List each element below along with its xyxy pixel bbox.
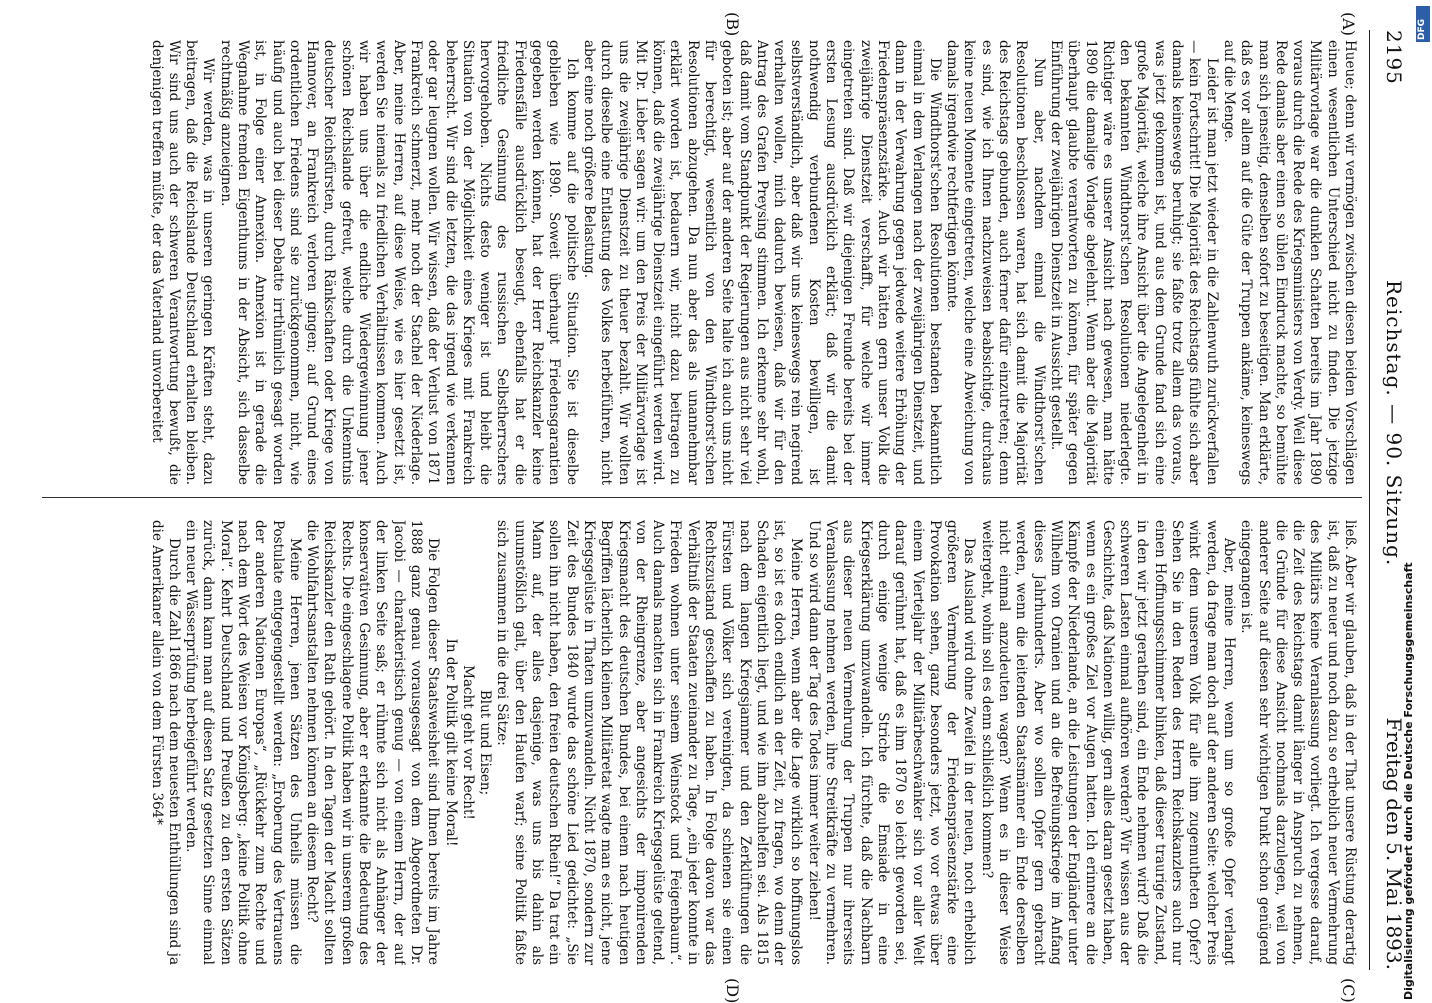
column-divider xyxy=(42,497,1362,498)
page-title: Reichstag. — 90. Sitzung. xyxy=(1382,280,1406,567)
quoted-maxim: Macht geht vor Recht! xyxy=(459,665,476,820)
paragraph: Ich komme auf die politische Situation. Sie ist dieselbe geblieben wie 1890. Soweit überhaupt Friedensgarantien gegeben werden können, hat der Herr Reichskanzler keine Friedensfälle ausdrücklich beseugt, ebenfalls hat er die friedliche Gesinnung des russischen Selbstherrschers hervorgehoben. Nichts desto weniger ist und bleibt die Situation von der Möglichkeit eines Krieges mit Frankreich beherrscht. Wir sind die letzten, die das irgend wie verkennen oder gar leugnen wollen. Wir wissen, daß der Verlust von 1871 Frankreich schmerzt, mehr noch der Stachel der Niederlage. Aber, meine Herren, auf diese Weise, wie es hier gesetzt ist, werden Sie niemals zu friedlichen Verhältnissen kommen. Auch wir haben uns über die endliche Wiedergewinnung jener schönen Reichslande gefreut, welche durch die Unkenntnis deutscher Reichsfürsten, durch Ränkschaften oder Kriege von Hannover, an Frankreich verloren gingen; auf Grund eines ordentlichen Friedens sind sie zurückgenommen, nicht, wie häufig und auch bei dieser Debatte irrthümlich gesagt worden ist, in Folge einer Annexion. Annexion ist in gerade die Wegnahme fremden Eigenthums in der Absicht, sich dasselbe rechtmäßig anzueignen. xyxy=(217,40,580,485)
paragraph: Das Ausland wird ohne Zweifel in der neuen, noch erheblich größeren Vermehrung der Friedenspräsenzstärke eine Provokation sehen, ganz besonders jetzt, wo vor etwas über einem Vierteljahr der Militärbeschwänker sich vor aller Welt darauf gerühmt hat, daß es ihm 1870 so leicht geworden sei, durch einige wenige Striche die Emsiade in eine Kriegserklärung umzuwandeln. Ich fürchte, daß die Nachbarn aus dieser neuen Vermehrung der Truppen nur ihrerseits Veranlassung nehmen werden, ihre Streitkräfte zu vermehren. Und so wird dann der Tag des Todes immer weiter ziehen! xyxy=(805,520,978,965)
quoted-maxim: Blut und Eisen; xyxy=(477,689,494,796)
page-number: 2195 xyxy=(1382,30,1406,85)
margin-mark-a: (A) xyxy=(1339,12,1358,37)
dfg-logo-badge xyxy=(1416,6,1430,42)
paragraph: Wir werden, was in unseren geringen Kräften steht, dazu beitragen, daß die Reichslande Deutschland erhalten bleiben. Wir sind uns auch der schweren Verantwortung bewußt, die denjenigen treffen müßte, der das Vaterland unvorbereitet xyxy=(148,40,217,485)
paragraph: Meine Herren, wenn aber die Lage wirklich so hoffnungslos ist, so ist es doch endlich an der Zeit, zu fragen, wo denn der Schaden eigentlich liegt, und wie ihm abzuhelfen sei. Als 1815 nach dem langen Kriegsjammer und den Zerklüftungen die Fürsten und Völker sich vereinigten, da schienen sie einen Rechtszustand geschaffen zu haben. In Folge davon war das Verhältniß der Staaten zueinander zu Tage, „ein jeder konnte in Frieden wohnen unter seinem Weinstock und Feigenbaum“. Auch damals machten sich in Frankreich Kriegsgelüste geltend, von der Rheingrenze, aber angesichts der imponirenden Kriegsmacht des deutschen Bundes, bei einem nach heutigen Begriffen lächerlich kleinen Militäretat wagte man es nicht, jene Kriegsgelüste in Thaten umzuwandeln. Nicht 1870, sondern zur Zeit des Bundes 1840 wurde das schöne Lied gedichtet: „Sie sollen ihn nicht haben, den freien deutschen Rhein!“ Da trat ein Mann auf, der alles dasjenige, was uns bis dahin als unumstößlich galt, über den Haufen warf; seine Politik faßte sich zusammen in die drei Sätze: xyxy=(494,520,805,965)
margin-mark-b: (B) xyxy=(723,12,742,37)
quoted-maxim: In der Politik gilt keine Moral! xyxy=(442,638,459,847)
paragraph: Meine Herren, jenen Sätzen des Unheils müssen die Postulate entgegengestellt werden: „Eroberung des Vertrauens der anderen Nationen Europas“, „Rückkehr zum Rechte und nach dem Wort des Weisen vor Königsberg: „keine Politik ohne Moral“. Kehrt Deutschland und Preußen zu den ersten Sätzen zurück, dann kann man auf diesen Satz gesetzten Sinne einmal ein neuer Wässerprüfung herbeigeführt werden. xyxy=(183,520,303,965)
paragraph: Leider ist man jetzt wieder in die Zahlenwuth zurückverfallen — kein Fortschritt! Die Majorität des Reichstags fühlte sich aber damals keineswegs beruhigt; sie faßte trotz allem das voraus, was jetzt gekommen ist, und aus dem Grunde fand sich eine große Majorität, welche ihre Ansicht über die Angelegenheit in den bekannten Windthorst'schen Resolutionen niederlegte. Richtiger wäre es unserer Ansicht nach gewesen, man hätte 1890 die damalige Vorlage abgelehnt. Wenn aber die Majorität überhaupt glaubte verantworten zu können, für später gegen Einführung der zweijährigen Dienstzeit in Aussicht gestellt. xyxy=(1047,40,1220,485)
paragraph: Durch die Zahl 1866 nach dem neuesten Enthüllungen sind ja die Amerikaner allein von dem Fürsten 364* xyxy=(148,520,182,965)
paragraph: Die Windthorst'schen Resolutionen bestanden bekanntlich einmal in dem Verlangen nach der zweijährigen Dienstzeit, und dann in der Verwahrung gegen jedwede weitere Erhöhung der Friedenspräsenzstärke. Auch wir hätten gern unser Volk die zweijährige Dienstzeit verschafft, für welche wir immer eingetreten sind. Daß wir diejenigen Freunde bereits bei der ersten Lesung ausdrücklich erklärt; daß wir die damit nothwendig verbundenen Kosten bewilligen, ist selbstverständlich, aber daß wir uns keineswegs rein negirend verhalten wollen, mich dadurch bewiesen, daß wir für den Antrag des Grafen Preysing stimmen. Ich erkenne sehr wohl, daß damit vom Standpunkt der Regierungen aus nicht sehr viel geboten ist; aber auf der anderen Seite halte ich auch uns nicht für berechtigt, wesentlich von den Windthorst'schen Resolutionen abzugehen. Da nun aber das als unannehmbar erklärt worden ist, bedauern wir, nicht dazu beitragen zu können, daß die zweijährige Dienstzeit eingeführt werden wird. Mit Dr. Lieber sagen wir: um den Preis der Militärvorlage ist uns die zweijährige Dienstzeit zu theuer bezahlt. Wir wollten durch dieselbe eine Entlastung des Volkes herbeiführen, nicht aber eine noch größere Belastung. xyxy=(580,40,943,485)
credit-text: Digitalisierung gefördert durch die Deutsche Forschungsgemeinschaft xyxy=(1402,562,1415,1000)
paragraph: Die Folgen dieser Staatsweisheit sind Ihnen bereits im Jahre 1888 ganz genau vorausgesagt von dem Abgeordneten Dr. Jacobi — charakteristisch genug — von einem Herrn, der auf der linken Seite saß; er rühmte sich nicht als Anhänger der konservativen Gesinnung, aber er erkannte die Bedeutung des Rechts. Die eingeschlagene Politik haben wir in unserem großen Reichskanzler den Rath gehört. In den Tagen der Macht sollten die Wohlfahrtsanstalten nehmen können an diesem Recht? xyxy=(304,520,442,965)
margin-mark-d: (D) xyxy=(723,978,742,1003)
page-date: Freitag den 5. Mai 1893. xyxy=(1382,717,1406,970)
dfg-logo-text: DFG xyxy=(1417,18,1427,40)
right-text-column xyxy=(58,520,1358,965)
paragraph: ließ. Aber wir glauben, daß in der That unsere Rüstung derartig ist, daß zu neuer und noch dazu so erheblich neuer Vermehrung des Militärs keine Veranlassung vorliegt. Ich vergesse darauf, die Zeit des Reichstags damit länger in Anspruch zu nehmen, die Gründe für diese Ansicht nochmals darzulegen, weil von anderer Seite auf diesen sehr wichtigen Punkt schon genügend eingegangen ist. xyxy=(1238,520,1358,965)
paragraph: Hueue; denn wir vermögen zwischen diesen beiden Vorschlägen einen wesentlichen Unterschied nicht zu finden. Die jetzige Militärvorlage war die dunklen Schatten bereits im Jahr 1890 voraus durch die Rede des Kriegsministers von Verdy. Weil diese Rede damals aber einen so üblen Eindruck machte, so bemühte man sich jenseitig, denselben sofort zu beseitigen. Man erklärte, daß es vor allem auf die Güte der Truppen ankäme, keineswegs auf die Menge. xyxy=(1220,40,1358,485)
paragraph: Aber, meine Herren, wenn um so große Opfer verlangt werden, da frage man doch auf der anderen Seite: welcher Preis winkt dem unserem Volk für alle ihm zugemutheten Opfer? Sehen Sie in den Reden des Herrn Reichskanzlers auch nur einen Hoffnungsschimmer blinken, daß dieser traurige Zustand, in den wir jetzt gerathen sind, ein Ende nehmen wird? Daß die schweren Lasten einmal aufhören werden? Wir wissen aus der Geschichte, daß Nationen willig, gern alles daran gesetzt haben, wenn es ein großes Ziel vor Augen hatten. Ich erinnere an die Kämpfe der Niederlande, an die Leistungen der Engländer unter Wilhelm von Oranien und an die Befreiungskriege im Anfang dieses Jahrhunderts. Aber wo sollen Opfer gern gebracht werden, wenn die leitenden Staatsmänner ein Ende derselben nicht einmal anzudeuten wagen? Wenn es in dieser Weise weitergeht, wohin soll es denn schließlich kommen? xyxy=(978,520,1237,965)
margin-mark-c: (C) xyxy=(1339,978,1358,1003)
paragraph: Nun aber, nachdem einmal die Windthorst'schen Resolutionen beschlossen waren, hat sich damit die Majorität des Reichstags gebunden, auch ferner dafür einzutreten; denn es sind, wie ich Ihnen nachzuweisen beabsichtige, durchaus keine neuen Momente eingetreten, welche eine Abweichung von damals irgendwie rechtfertigen könnte. xyxy=(944,40,1047,485)
left-text-column xyxy=(58,40,1358,485)
